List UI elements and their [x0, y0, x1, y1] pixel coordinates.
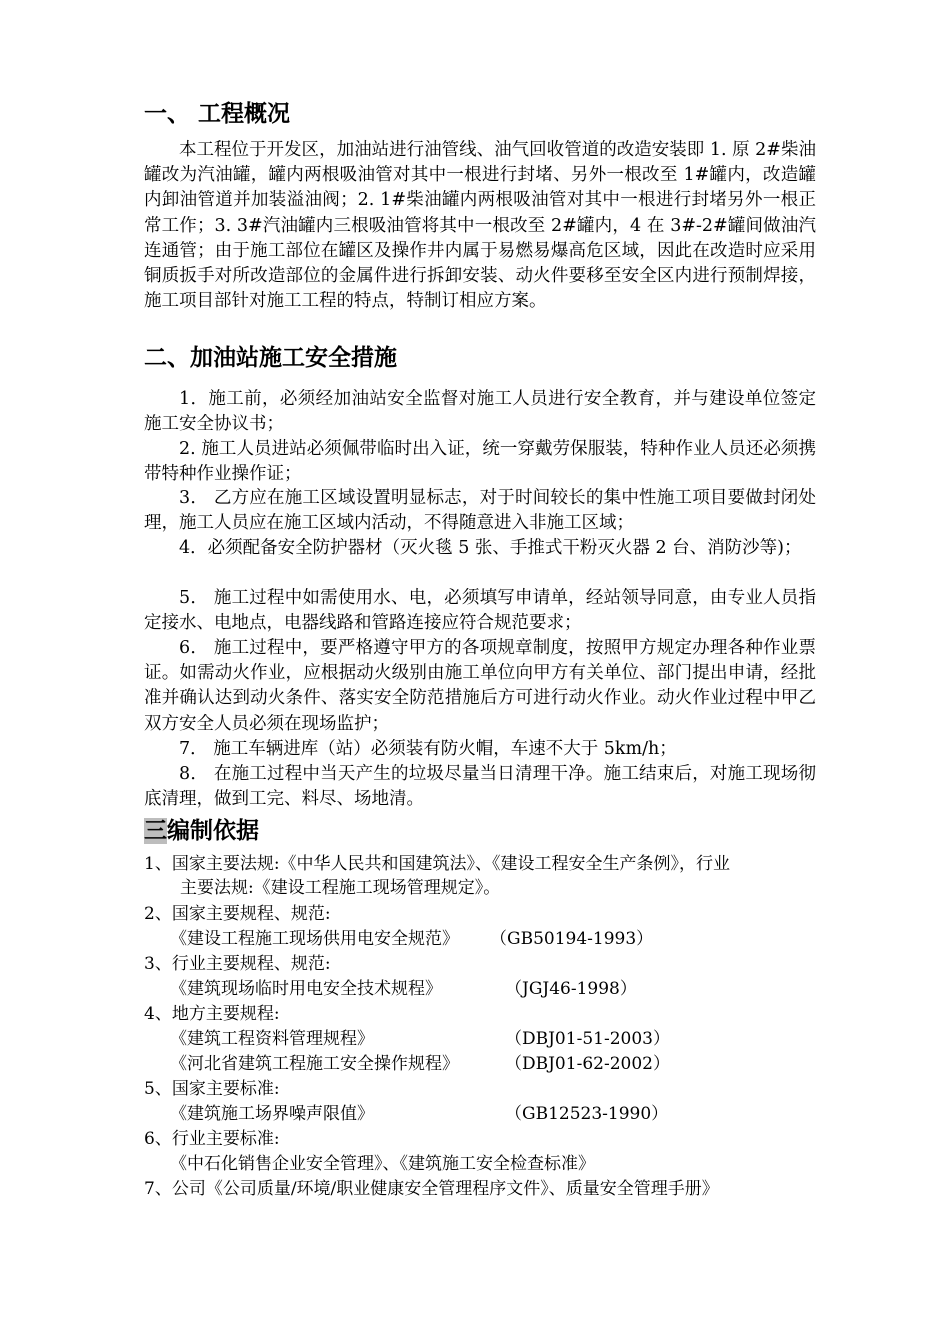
section-3-heading-highlight: 三 — [144, 818, 167, 844]
reference-standard: 《建设工程施工现场供用电安全规范》 — [170, 929, 459, 949]
section-1-body: 本工程位于开发区，加油站进行油管线、油气回收管道的改造安装即 1. 原 2#柴油罐改为汽油罐，罐内两根吸油管对其中一根进行封堵、另外一根改至 1#罐内，改造罐内卸油管道并加装溢油阀；2. 1#柴油罐内两根吸油管对其中一根进行封堵另外一根正常工作；3. 3#汽油罐内三根吸油管将其中一根改至 2#罐内，4 在 3#-2#罐间做油汽连通管；由于施工部位在罐区及操作井内属于易燃易爆高危区域，因此在改造时应采用铜质扳手对所改造部位的金属件进行拆卸安装、动火件要移至安全区内进行预制焊接， 施工项目部针对施工工程的特点，特制订相应方案。 — [144, 140, 816, 312]
reference-standard: 《河北省建筑工程施工安全操作规程》 — [170, 1054, 459, 1074]
reference-code: （GB50194-1993） — [490, 929, 654, 949]
reference-line: 7、公司《公司质量/环境/职业健康安全管理程序文件》、质量安全管理手册》 — [144, 1179, 719, 1199]
section-3-heading-text: 编制依据 — [167, 818, 259, 844]
section-2-heading: 二、加油站施工安全措施 — [144, 345, 397, 371]
measure-item: 7． 施工车辆进库（站）必须装有防火帽，车速不大于 5km/h； — [179, 739, 677, 759]
reference-code: （JGJ46-1998） — [505, 979, 637, 999]
measure-item: 5． 施工过程中如需使用水、电，必须填写申请单，经站领导同意，由专业人员指定接水、电地点，电器线路和管路连接应符合规范要求； — [144, 588, 816, 634]
reference-line: 2、国家主要规程、规范: — [144, 904, 331, 924]
reference-standard: 《建筑工程资料管理规程》 — [170, 1029, 374, 1049]
reference-line: 3、行业主要规程、规范: — [144, 954, 331, 974]
section-3-heading — [144, 816, 259, 846]
reference-standard: 《建筑施工场界噪声限值》 — [170, 1104, 374, 1124]
section-1-heading: 一、 工程概况 — [144, 101, 291, 127]
measure-item: 4．必须配备安全防护器材（灭火毯 5 张、手推式干粉灭火器 2 台、消防沙等)； — [179, 538, 802, 558]
reference-line: 5、国家主要标准: — [144, 1079, 280, 1099]
measure-item: 1．施工前，必须经加油站安全监督对施工人员进行安全教育，并与建设单位签定施工安全协议书； — [144, 389, 816, 435]
reference-line: 4、地方主要规程: — [144, 1004, 280, 1024]
reference-code: （DBJ01-51-2003） — [505, 1029, 670, 1049]
measure-item: 8． 在施工过程中当天产生的垃圾尽量当日清理干净。施工结束后，对施工现场彻底清理，做到工完、料尽、场地清。 — [144, 764, 816, 810]
reference-line: 主要法规:《建设工程施工现场管理规定》。 — [180, 878, 501, 898]
reference-code: （GB12523-1990） — [505, 1104, 669, 1124]
reference-code: （DBJ01-62-2002） — [505, 1054, 670, 1074]
measure-item: 3． 乙方应在施工区域设置明显标志，对于时间较长的集中性施工项目要做封闭处理，施工人员应在施工区域内活动，不得随意进入非施工区域； — [144, 488, 816, 534]
reference-standard: 《建筑现场临时用电安全技术规程》 — [170, 979, 442, 999]
reference-standard: 《中石化销售企业安全管理》、《建筑施工安全检查标准》 — [170, 1154, 595, 1174]
reference-line: 1、国家主要法规:《中华人民共和国建筑法》、《建设工程安全生产条例》，行业 — [144, 854, 731, 874]
measure-item: 6． 施工过程中，要严格遵守甲方的各项规章制度，按照甲方规定办理各种作业票证。如需动火作业，应根据动火级别由施工单位向甲方有关单位、部门提出申请，经批准并确认达到动火条件、落实安全防范措施后方可进行动火作业。动火作业过程中甲乙双方安全人员必须在现场监护； — [144, 638, 816, 734]
reference-line: 6、行业主要标准: — [144, 1129, 280, 1149]
measure-item: 2. 施工人员进站必须佩带临时出入证，统一穿戴劳保服装，特种作业人员还必须携带特种作业操作证； — [144, 439, 816, 485]
